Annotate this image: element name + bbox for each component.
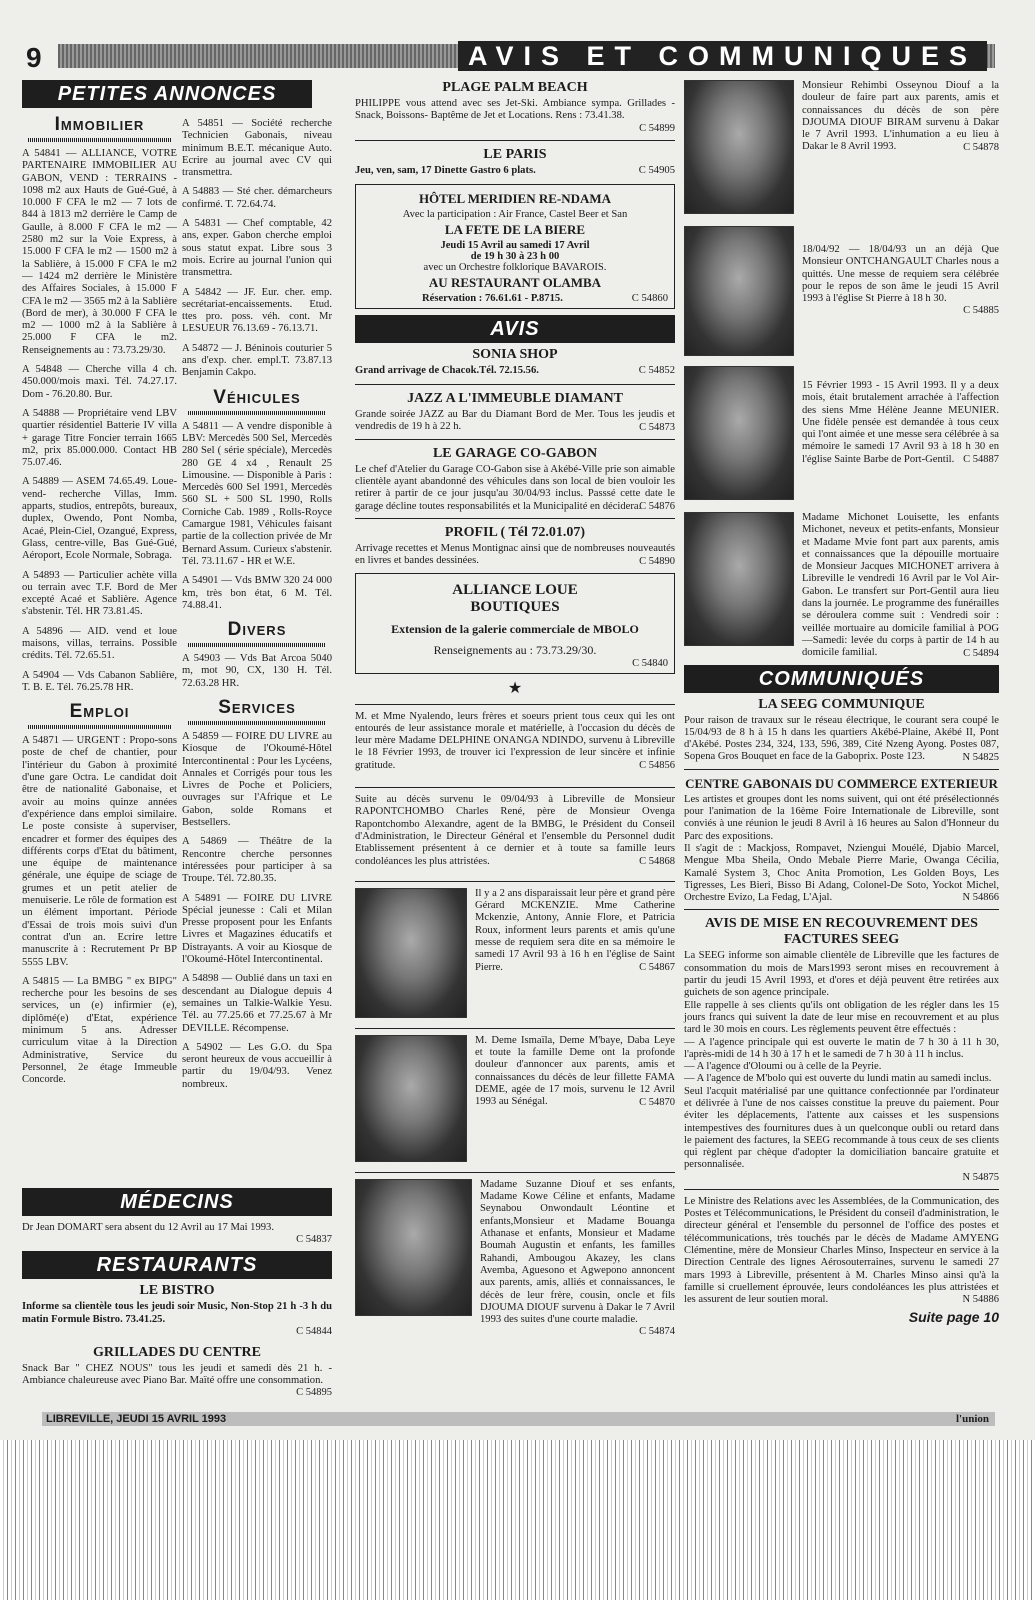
palm-beach-title: PLAGE PALM BEACH [442, 80, 588, 95]
ad-code: C 54890 [639, 555, 675, 567]
profil-text: Arrivage recettes et Menus Montignac ainsi que de nombreuses nouveautés en livres et bandes dessinées. [355, 542, 675, 567]
portrait-photo [355, 1179, 472, 1316]
recouvrement-item: — A l'agence de M'bolo qui est ouverte du lundi matin au samedi inclus. [684, 1073, 992, 1085]
alliance-subtitle: BOUTIQUES [470, 598, 560, 615]
divider [355, 787, 675, 788]
rapontchombo-text: Suite au décès survenu le 09/04/93 à Libreville de Monsieur RAPONTCHOMBO Charles René, père de Monsieur Ovenga Rapontchombo Alexandre, agent de la BMBG, le Président du Conseil d'Administration, le Directeur Général et l'ensemble du Personnel dudit Etablissement présentent à ce dernier et à toute sa famille leurs condoléances les plus attristées. [355, 794, 675, 867]
ad-item: A 54904 — Vds Cabanon Sabliêre, T. B. E. Tél. 76.25.78 HR. [22, 669, 177, 693]
medecins-text: Dr Jean DOMART sera absent du 12 Avril au 17 Mai 1993. [22, 1222, 275, 1233]
section-title: AVIS ET COMMUNIQUES [458, 41, 987, 71]
alliance-line: Extension de la galerie commerciale de MBOLO [391, 621, 639, 636]
petites-annonces-banner: PETITES ANNONCES [22, 80, 312, 108]
recouvrement-item: — A l'agence principale qui est ouverte le matin de 7 h 30 à 11 h 30, l'après-midi de 14 h 30 à 17 h et le samedi de 7 h 30 à 11 h inclus. [684, 1036, 999, 1060]
ad-code: C 54873 [639, 421, 675, 433]
ad-code: N 54875 [962, 1171, 999, 1183]
ad-code: C 54905 [638, 164, 675, 176]
ad-code: C 54856 [639, 760, 675, 772]
recouvrement-text: Elle rappelle à ses clients qu'ils ont obligation de les régler dans les 15 jours francs qui suivent la date de leur mise en recouvrement et au plus tard le 30 mois en cours. Les règlements peuvent être effectués : [684, 999, 999, 1036]
meridien-line: Avec la participation : Air France, Castel Beer et San [402, 208, 628, 220]
ad-item: A 54872 — J. Béninois couturier 5 ans d'exp. cher. empl.T. 73.87.13 Benjamin Cakpo. [182, 342, 332, 379]
ad-item: A 54889 — ASEM 74.65.49. Loue- vend- recherche Villas, Imm. apparts, studios, entrepôts, bureaux, duplex, Owendo, Pont Nomba, Acaé, Plein-Ciel, Ozangué, Express, Glass, centre-ville, Bas Gué-Gué, Aéroport, Ecole Normale, Sobraga. [22, 476, 177, 562]
meridien-line: de 19 h 30 à 23 h 00 [470, 250, 560, 262]
heading-rule [28, 138, 171, 142]
ad-item: A 54898 — Oublié dans un taxi en descendant au Dialogue depuis 4 semaines un Talkie-Walkie Yesu. Tél. au 77.25.66 et 77.25.67 à Mr DEVILLE. Récompense. [182, 973, 332, 1034]
ad-item: A 54896 — AID. vend et loue maisons, villas, terrains. Possible crédits. Tél. 72.65.51. [22, 625, 177, 662]
le-paris-row [355, 165, 675, 177]
mckenzie-notice [355, 888, 675, 1022]
rehimbi-notice [684, 80, 999, 218]
grillades-title: GRILLADES DU CENTRE [92, 1344, 262, 1360]
meridien-title: HÔTEL MERIDIEN RE-NDAMA [418, 190, 612, 206]
restaurants-banner: RESTAURANTS [22, 1251, 332, 1279]
sonia-row [355, 365, 675, 377]
medecins-banner: MÉDECINS [22, 1188, 332, 1216]
vehicules-heading: Véhicules [213, 386, 301, 408]
ad-code: C 54837 [296, 1234, 332, 1246]
portrait-photo [684, 366, 794, 500]
ad-code: C 54868 [639, 855, 675, 867]
ad-code: C 54894 [963, 647, 999, 659]
ad-item: A 54841 — ALLIANCE, VOTRE PARTENAIRE IMMOBILIER AU GABON, VEND : TERRAINS - 1098 m2 aux Hauts de Gué-Gué, à 10.000 F CFA le m2 — 7 lots de 844 à 1813 m2 derrière le Camp de Gaulle, à 8.000 F CFA le m2 — 2580 m2 sur la Voie Express, à 15.000 F CFA le m2 — 1500 m2 à la Sablière, à 15.000 F CFA le m2 — 1424 m2 derrière le Ministère des Affaires Sociales, à 15.000 F CFA le m2 — 3565 m2 à la Sablière (Bord de mer), à 30.000 F CFA le m2 — 1000 m2 à la Sablière à 25.000 F CFA le m2. Renseignements au : 73.73.29/30. [22, 148, 177, 356]
section-header-bar [58, 41, 995, 71]
meunier-notice [684, 366, 999, 504]
ad-item: A 54831 — Chef comptable, 42 ans, exper. Gabon cherche emploi sous statut expat. Libre sous 3 mois. Ecrire au journal l'union qui transmettra. [182, 218, 332, 279]
heading-rule [188, 411, 326, 415]
star-separator: ★ [507, 679, 523, 697]
garage-title: LE GARAGE CO-GABON [432, 445, 598, 461]
portrait-photo [684, 226, 794, 356]
seeg-title: LA SEEG COMMUNIQUE [758, 696, 925, 712]
heading-rule [188, 643, 326, 647]
alliance-line: Renseignements au : 73.73.29/30. [433, 642, 597, 657]
footer-masthead: l'union [955, 1413, 989, 1425]
ad-code: N 54866 [962, 892, 999, 904]
services-heading: Services [218, 696, 296, 718]
ad-item: A 54871 — URGENT : Propo-sons poste de chef de chantier, pour l'intérieur du Gabon à proximité d'une gare Octra. Le candidat doit être de nationalité Gabonaise, et avoir au moins quinze années d'expérience dans emploi similaire. Le poste consiste à superviser, encadrer et former des équipes des différents corps d'Etat du bâtiment, une équipe de maintenance générale, une équipe de sciage de grumes et un petit atelier de menuiserie. Le rôle de formation est un élément important. Période d'Essai de trois mois suivi d'un contrat d'un an. Ecrire lettre manuscrite à : Recrutement Pr BP 5555 LBV. [22, 735, 177, 968]
scan-noise [0, 1440, 1035, 1600]
recouvrement-text: Seul l'acquit matérialisé par une quittance confectionnée par l'ordinateur et délivrée à l'une de nos caisses constitue la preuve du paiement. Pour éviter les déplacements, l'attente aux caisses et les suspensions intempestives des fournitures dues à un quelconque oubli ou retard dans le paiement des factures, la SEEG recommande à tous ceux de ses clients qui règlent par chèque d'adopter la domiciliation bancaire gratuite et personnalisée. [684, 1085, 999, 1171]
ad-code: C 54887 [963, 454, 999, 466]
child-photo [355, 1035, 467, 1162]
meridien-line: AU RESTAURANT OLAMBA [428, 274, 602, 290]
ad-code: C 54876 [639, 500, 675, 512]
le-paris-text: Jeu, ven, sam, 17 Dinette Gastro 6 plats. [355, 164, 536, 176]
cgce-title: CENTRE GABONAIS DU COMMERCE EXTERIEUR [685, 775, 998, 791]
michonet-notice [684, 512, 999, 659]
rehimbi-text: Monsieur Rehimbi Osseynou Diouf a la douleur de faire part aux parents, amis et connaissances du décès de son père DJOUMA DIOUF BIRAM survenu à Dakar le 7 Avril 1993. L'inhumation a eu lieu à Dakar le 8 Avril 1993. [802, 80, 999, 153]
diouf-notice [355, 1179, 675, 1338]
divider [355, 140, 675, 141]
divider [355, 1028, 675, 1029]
ad-code: C 54867 [639, 961, 675, 973]
meunier-text: 15 Février 1993 - 15 Avril 1993. Il y a deux mois, était brutalement arrachée à l'affection des siens Mme Hélène Jeanne MEUNIER. Une fidèle pensée est demandée à tous ceux qui l'ont aimée et une messe sera célébrée à sa mémoire le samedi 17 Avril 93 à 18 h 30 en l'église Sainte Barbe de Port-Gentil. [802, 380, 999, 465]
ad-code: C 54852 [638, 364, 675, 376]
nyalendo-text: M. et Mme Nyalendo, leurs frères et soeurs prient tous ceux qui les ont entourés de leur assistance morale et matérielle, à l'occasion du décès de leur mère Madame DELPHINE ONANGA NDINDO, survenu à Libreville le 18 Février 1993, de trouver ici l'expression de leur sincère et infinie gratitude. [355, 710, 675, 771]
divider [355, 439, 675, 440]
alliance-title: ALLIANCE LOUE [452, 581, 578, 598]
recouvrement-item: — A l'agence d'Oloumi ou à celle de la Peyrie. [684, 1061, 882, 1073]
ontchangault-text: 18/04/92 — 18/04/93 un an déjà Que Monsieur ONTCHANGAULT Charles nous a quittés. Une messe de requiem sera célébrée pour le repos de son âme le jeudi 15 Avril 1993 à l'église St Pierre à 18 h 30. [802, 244, 999, 305]
ad-code: C 54878 [963, 141, 999, 153]
ontchangault-notice [684, 226, 999, 360]
cgce-text: Il s'agit de : Mackjoss, Rompavet, Nziengui Mouélé, Djabio Marcel, Mengue Mba Sheila, Ondo Mebale Pierre Marie, Owanga Cécilia, Kamalé System 3, Choc Anita Promotion, Les Golden Boys, Les Tigresses, Les Bieri, Bisso Bi Adang, Colonel-De Soto, Yockot Michel, Orchestre Evizo, La Fedag, L'Ajal. [684, 842, 999, 904]
suite-page-link: Suite page 10 [908, 1309, 999, 1326]
ad-code: C 54870 [639, 1096, 675, 1108]
divider [684, 1189, 999, 1190]
grillades-text: Snack Bar " CHEZ NOUS" tous les jeudi et samedi dès 21 h. - Ambiance chaleureuse avec Piano Bar. Maïté offre une consommation. [22, 1362, 332, 1387]
diouf-text: Madame Suzanne Diouf et ses enfants, Madame Kowe Céline et enfants, Madame Seynabou Onwondault Léontine et enfants,Monsieur et Madame Bouanga Athanase et enfants, Monsieur et Madame Boumah Augustin et enfants, les familles Rahandi, Ambougou Akazey, les clans Avemba, Aguesono et Agwepono annoncent aux parents, amis, alliés et connaissances, le décès de leur frère, cousin, oncle et fils DJOUMA DIOUF survenu à Dakar le 7 Avril 1993 des suites d'une courte maladie. [480, 1178, 675, 1326]
garage-text: Le chef d'Atelier du Garage CO-Gabon sise à Akébé-Ville prie son aimable clientèle ayant abandonné des véhicules dans son local de bien vouloir les retirer à partir de ce jour jusqu'au 30/04/93 inclus. Passsé cette date le garage décline toutes responsabilités et la Municipalité en décidera. [355, 463, 675, 512]
ad-code: C 54840 [632, 657, 668, 669]
sonia-text: Grand arrivage de Chacok.Tél. 72.15.56. [355, 364, 539, 376]
portrait-photo [684, 512, 794, 646]
ad-item: A 54815 — La BMBG " ex BIPG" recherche pour les besoins de ses services, un (e) infirmier (e), diplômé(e) d'Etat, expérience minimum 5 ans. Adresser curriculum vitae à la Direction Administrative, Service du Personnel, 2e étage Immeuble Concorde. [22, 975, 177, 1086]
seeg-text: Pour raison de travaux sur le réseau électrique, le courant sera coupé le 15/04/93 de 8 h à 15 h dans les quartiers Akébé-Plaine, Akébé II, Pont d'Akébé. Postes 234, 324, 133, 596, 389, Cité Nzeng Ayong. Postes 087, Sopena Gros Bouquet en face de la Gaboprix. Poste 123. [684, 714, 999, 763]
divider [355, 384, 675, 385]
recouvrement-title: AVIS DE MISE EN RECOUVREMENT DES FACTURES SEEG [705, 916, 978, 948]
ad-item: A 54851 — Société recherche Technicien Gabonais, niveau minimum B.E.T. mécanique Auto. Ecrire au journal avec CV qui transmettra. [182, 118, 332, 179]
ad-item: A 54848 — Cherche villa 4 ch. 450.000/mois maxi. Tél. 74.27.17. Dom - 76.20.80. Bur. [22, 364, 177, 400]
page-footer [42, 1412, 995, 1426]
alliance-box [355, 573, 675, 674]
divers-heading: Divers [227, 619, 287, 641]
meridien-line: LA FETE DE LA BIERE [444, 221, 586, 237]
emploi-heading: Emploi [69, 701, 130, 723]
meridien-line: avec un Orchestre folklorique BAVAROIS. [423, 261, 607, 273]
column-3 [355, 76, 675, 1337]
divider [684, 909, 999, 910]
palm-beach-text: PHILIPPE vous attend avec ses Jet-Ski. Ambiance sympa. Grillades -Snack, Boissons- Baptême de Jet et Locations. Rens : 73.41.38. [355, 98, 675, 122]
ad-item: A 54902 — Les G.O. du Spa seront heureux de vous accueillir à partir du 19/04/93. Venez nombreux. [182, 1041, 332, 1090]
immobilier-heading: Immobilier [54, 114, 145, 135]
ad-code: C 54885 [963, 305, 999, 317]
ad-code: C 54895 [296, 1387, 332, 1399]
portrait-photo [684, 80, 794, 214]
divider [355, 881, 675, 882]
fama-notice [355, 1035, 675, 1166]
bistro-title: LE BISTRO [139, 1283, 215, 1299]
page-number: 9 [26, 42, 42, 73]
recouvrement-text: La SEEG informe son aimable clientèle de Libreville que les factures de consommation du mois de Mars1993 seront mises en recouvrement à partir du jeudi 15 Avril 1993, et d'ores et déjà peuvent être retirées aux guichets de son agence principale. [684, 950, 999, 999]
mckenzie-text: Il y a 2 ans disparaissait leur père et grand père Gérard MCKENZIE. Mme Catherine Mckenzie, Antony, Annie Flore, et Patricia Roux, informent leurs parents et amis qu'une messe de requiem sera dite en sa mémoire le samedi 17 Avril 93 à 16 h en l'église de Saint Pierre. [475, 887, 675, 973]
medecins-restaurants-section [22, 1188, 332, 1398]
ad-code: N 54886 [962, 1294, 999, 1306]
meridien-line: Jeudi 15 Avril au samedi 17 Avril [440, 239, 590, 251]
divider [684, 769, 999, 770]
profil-title: PROFIL ( Tél 72.01.07) [444, 524, 586, 540]
ad-item: A 54903 — Vds Bat Arcoa 5040 m, mot 90, CX, 130 H. Tél. 72.63.28 HR. [182, 653, 332, 689]
michonet-text: Madame Michonet Louisette, les enfants Michonet, neveux et petits-enfants, Monsieur et Madame Mvie font part aux parents, amis et connaissances que la dépouille mortuaire de Monsieur Jacques MICHONET arrivera à Libreville le vendredi 16 Avril par le Vol Air-Gabon. Le transfert sur Port-Gentil aura lieu dans la journée. Le programme des funérailles se déroulera comme suit : Vendredi soir : veillée mortuaire au domicile familial à POG—Samedi: levée du corps à partir de 14 h au domicile familial. [802, 512, 999, 659]
divider [355, 1172, 675, 1173]
jazz-title: JAZZ A L'IMMEUBLE DIAMANT [407, 391, 623, 407]
communiques-banner: COMMUNIQUÉS [684, 665, 999, 693]
ad-item: A 54901 — Vds BMW 320 24 000 km, très bon état, 6 M. Tél. 74.88.41. [182, 575, 332, 611]
bistro-text: Informe sa clientèle tous les jeudi soir Music, Non-Stop 21 h -3 h du matin Formule Bistro. 73.41.25. [22, 1301, 332, 1325]
avis-banner: AVIS [355, 315, 675, 343]
meridien-box [355, 184, 675, 309]
fama-text: M. Deme Ismaïla, Deme M'baye, Daba Leye et toute la famille Deme ont la profonde douleur d'annoncer aux parents, amis et connaissances du décès de leur fillette FAMA DEME, agée de 17 mois, survenu le 12 Avril 1993 au Sénégal. [475, 1034, 675, 1108]
ad-item: A 54869 — Théâtre de la Rencontre cherche personnes intéressées pour participer à sa Troupe. Tél. 72.80.35. [182, 836, 332, 885]
meridien-footer [362, 293, 668, 304]
ad-item: A 54811 — A vendre disponible à LBV: Mercedès 500 Sel, Mercedès 280 Sel ( série spéciale), Mercedès 280 GE 4 x4 , Renault 25 Limousine. — Disponible à Paris : Mercedès 600 Sel 1991, Mercedès 560 SL + 500 SL 1990, Rolls Corniche Cab. 1989 , Rolls-Royce Camargue 1981, Véhicules faisant partie de la collection privée de Mr Bernard Assum. Curieux s'abstenir. Tél. 73.11.67 - HR et W.E. [182, 420, 332, 567]
column-4 [684, 80, 999, 1325]
portrait-photo [355, 888, 467, 1018]
footer-date: LIBREVILLE, JEUDI 15 AVRIL 1993 [46, 1413, 227, 1425]
jazz-text: Grande soirée JAZZ au Bar du Diamant Bord de Mer. Tous les jeudis et vendredis de 19 h à 22 h. [355, 409, 675, 433]
divider [355, 704, 675, 705]
cgce-text: Les artistes et groupes dont les noms suivent, qui ont été présélectionnés pour l'animation de la 16ème Foire Internationale de Libreville, sont conviés à une réunion le jeudi 8 Avril à 16 heures au Salon d'Honneur du Parc des expositions. [684, 793, 999, 842]
ad-item: A 54883 — Sté cher. démarcheurs confirmé. T. 72.64.74. [182, 186, 332, 210]
divider [355, 518, 675, 519]
ad-item: A 54842 — JF. Eur. cher. emp. secrétariat-encaissements. Etud. ttes pro. poss. véh. cont. Mr LESUEUR 76.13.69 - 76.13.71. [182, 286, 332, 335]
sonia-shop-title: SONIA SHOP [472, 346, 558, 362]
amyeng-text: Le Ministre des Relations avec les Assemblées, de la Communication, des Postes et Télécommunications, le Président du conseil d'administration, le directeur général et l'ensemble du personnel de l'office des postes et télécommunications, très touchés par le décès de Madame AMYENG Clémentine, mère de Monsieur Charles Minso, Inspecteur en service à la Direction Centrale des lignes Aérosouterraines, survenu le samedi 27 mars 1993 à Libreville, présentent à M. Charles Minso ainsi qu'à la famille si cruellement éprouvée, leurs condoléances les plus attristées et les assurent de leur soutien moral. [684, 1195, 999, 1306]
ad-item: A 54893 — Particulier achète villa ou terrain avec T.F. Bord de Mer excepté Acaé et Sablière. Agence s'abstenir. Tél. HR 73.81.45. [22, 569, 177, 618]
meridien-line: Réservation : 76.61.61 - P.8715. [422, 292, 563, 304]
ad-code: C 54899 [639, 122, 675, 134]
ad-item: A 54888 — Propriétaire vend LBV quartier résidentiel Batterie IV villa + garage Titre Foncier terrain 1665 m2, prix 85.000.000. Contact HB 75.07.46. [22, 407, 177, 469]
heading-rule [188, 721, 326, 725]
ad-code: N 54825 [962, 751, 999, 763]
ad-code: C 54860 [631, 292, 668, 304]
ad-code: C 54844 [296, 1325, 332, 1337]
le-paris-title: LE PARIS [483, 146, 547, 162]
ad-code: C 54874 [639, 1326, 675, 1338]
ad-item: A 54891 — FOIRE DU LIVRE Spécial jeunesse : Cali et Milan Presse proposent pour les Enfants Livres et Magazines éducatifs et Distrayants. A voir au Kiosque de l'Okoumé-Hôtel Intercontinental. [182, 892, 332, 966]
heading-rule [28, 725, 171, 729]
ad-item: A 54859 — FOIRE DU LIVRE au Kiosque de l'Okoumé-Hôtel Intercontinental : Pour les Lycéens, Annales et Corrigés pour tous les Livres de Poche et Policiers, ouvrages sur l'Afrique et Le Gabon, solde Romans et Bestsellers. [182, 730, 332, 829]
column-2 [182, 118, 332, 1098]
